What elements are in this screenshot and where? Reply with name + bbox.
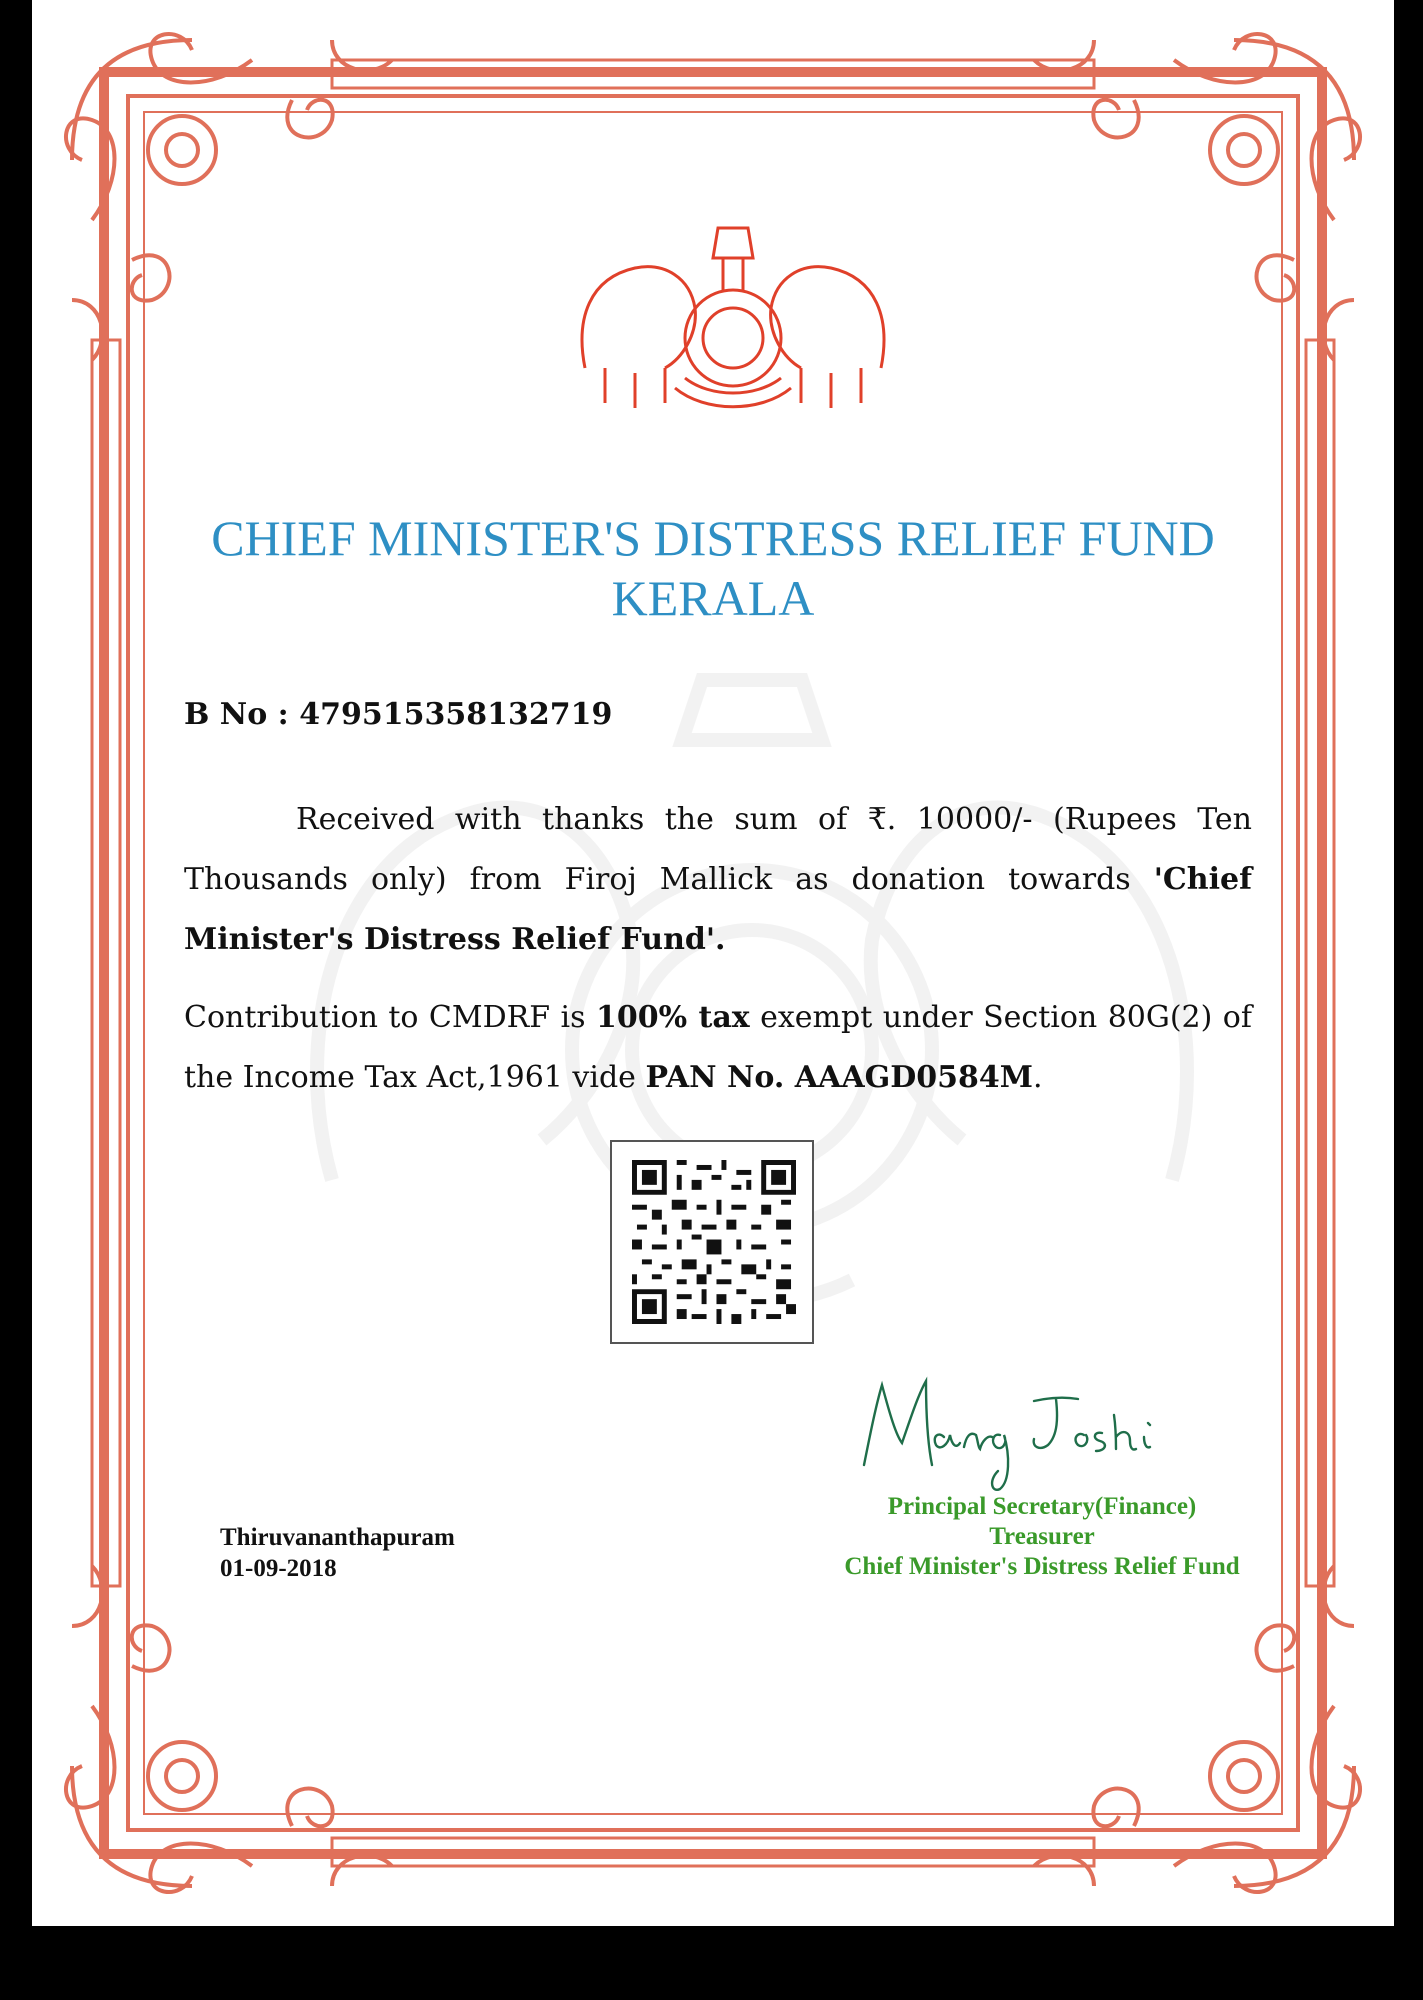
- kerala-emblem-icon: [565, 218, 901, 418]
- certificate-page: [32, 0, 1394, 1926]
- qr-code: [610, 1140, 814, 1344]
- signature: [852, 1365, 1212, 1495]
- receipt-number-value: 479515358132719: [299, 697, 613, 732]
- receipt-number: [184, 697, 612, 732]
- tax-text-e: .: [1032, 1060, 1043, 1095]
- signatory-block: [732, 1492, 1352, 1582]
- tax-text-c: exempt under Section 80G(2) of the Income Tax Act,1961 vide: [184, 1000, 1252, 1095]
- fund-name-bold: 'Chief Minister's Distress Relief Fund'.: [184, 862, 1252, 957]
- tax-text-a: Contribution to CMDRF is: [184, 1000, 596, 1035]
- signatory-org: Chief Minister's Distress Relief Fund: [844, 1553, 1240, 1580]
- receipt-paragraph-text: Received with thanks the sum of ₹. 10000/- (Rupees Ten Thousands only) from Firoj Mallick as donation towards: [184, 802, 1252, 897]
- title-line-2: KERALA: [611, 570, 815, 626]
- place-and-date: [220, 1522, 455, 1584]
- receipt-number-label: B No :: [184, 697, 300, 732]
- pan-number-bold: PAN No. AAAGD0584M: [645, 1060, 1033, 1095]
- signatory-role: Treasurer: [989, 1523, 1095, 1550]
- tax-exemption-paragraph: [184, 988, 1252, 1108]
- signatory-title: Principal Secretary(Finance): [887, 1493, 1197, 1520]
- receipt-paragraph: [184, 790, 1252, 970]
- place: Thiruvananthapuram: [220, 1524, 455, 1551]
- qr-code-icon: [632, 1160, 796, 1324]
- fund-title: [32, 508, 1394, 628]
- tax-percent-bold: 100% tax: [595, 1000, 750, 1035]
- issue-date: 01-09-2018: [220, 1555, 337, 1582]
- title-line-1: CHIEF MINISTER'S DISTRESS RELIEF FUND: [211, 510, 1215, 566]
